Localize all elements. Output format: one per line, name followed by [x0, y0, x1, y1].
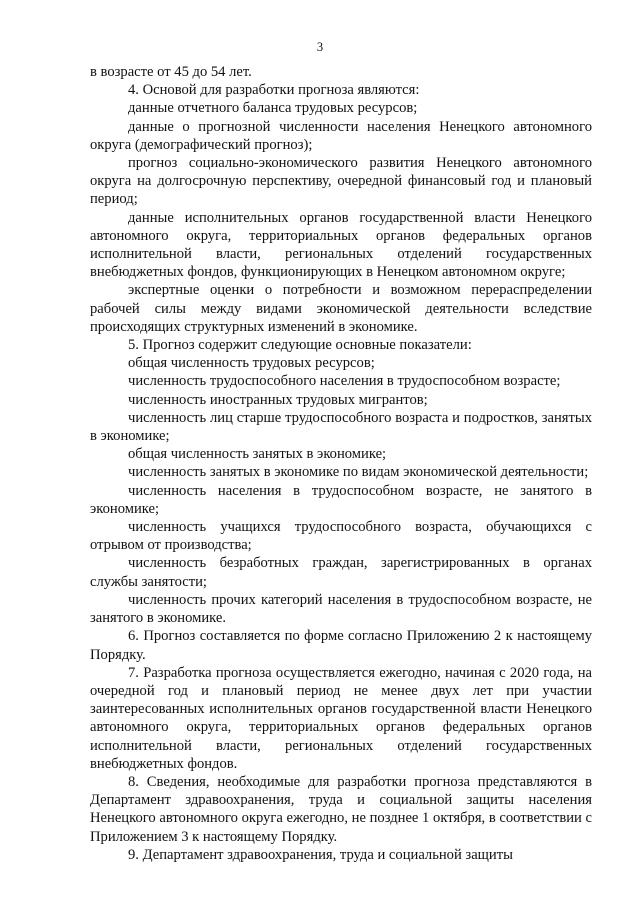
paragraph-continuation: в возрасте от 45 до 54 лет.	[90, 64, 252, 80]
list-item: численность прочих категорий населения в трудоспособном возрасте, не занятого в экономике.	[90, 591, 592, 627]
list-item: численность иностранных трудовых мигрантов;	[128, 391, 428, 408]
list-item: прогноз социально-экономического развития Ненецкого автономного округа на долгосрочную перспективу, очередной финансовый год и плановый период;	[90, 155, 592, 208]
list-item: общая численность занятых в экономике;	[128, 446, 387, 463]
list-item: данные исполнительных органов государственной власти Ненецкого автономного округа, территориальных органов федеральных органов исполнительной власти, региональных отделений государственных внебюджетных фондов, функционирующих в Ненецком автономном округе;	[90, 209, 592, 281]
list-item: численность трудоспособного населения в трудоспособном возрасте;	[128, 373, 561, 390]
paragraph-item-7: 7. Разработка прогноза осуществляется ежегодно, начиная с 2020 года, на очередной год и плановый период не менее двух лет при участии заинтересованных исполнительных органов государственной власти Ненецкого автономного округа, территориальных органов федеральных органов исполнительной власти, региональных отделений государственных внебюджетных фондов.	[90, 664, 592, 772]
paragraph-item-9: 9. Департамент здравоохранения, труда и социальной защиты	[128, 846, 513, 863]
paragraph-item-4: 4. Основой для разработки прогноза являются:	[128, 82, 420, 99]
list-item: данные о прогнозной численности населения Ненецкого автономного округа (демографический прогноз);	[90, 118, 592, 153]
document-body	[90, 63, 592, 864]
list-item: общая численность трудовых ресурсов;	[128, 355, 375, 372]
list-item: численность лиц старше трудоспособного возраста и подростков, занятых в экономике;	[90, 409, 592, 445]
paragraph-item-6: 6. Прогноз составляется по форме согласно Приложению 2 к настоящему Порядку.	[90, 628, 592, 663]
list-item: численность населения в трудоспособном возрасте, не занятого в экономике;	[90, 482, 592, 517]
paragraph-item-5: 5. Прогноз содержит следующие основные показатели:	[128, 337, 472, 354]
list-item: данные отчетного баланса трудовых ресурсов;	[128, 100, 418, 117]
list-item: численность учащихся трудоспособного возраста, обучающихся с отрывом от производства;	[90, 519, 592, 554]
paragraph-item-8: 8. Сведения, необходимые для разработки прогноза представляются в Департамент здравоохранения, труда и социальной защиты населения Ненецкого автономного округа ежегодно, не позднее 1 октября, в соответствии с Приложением 3 к настоящему Порядку.	[90, 773, 592, 845]
page-number: 3	[316, 40, 324, 54]
list-item: численность безработных граждан, зарегистрированных в органах службы занятости;	[90, 555, 592, 590]
list-item: численность занятых в экономике по видам экономической деятельности;	[128, 464, 589, 481]
list-item: экспертные оценки о потребности и возможном перераспределении рабочей силы между видами экономической деятельности вследствие происходящих структурных изменений в экономике.	[90, 282, 592, 335]
